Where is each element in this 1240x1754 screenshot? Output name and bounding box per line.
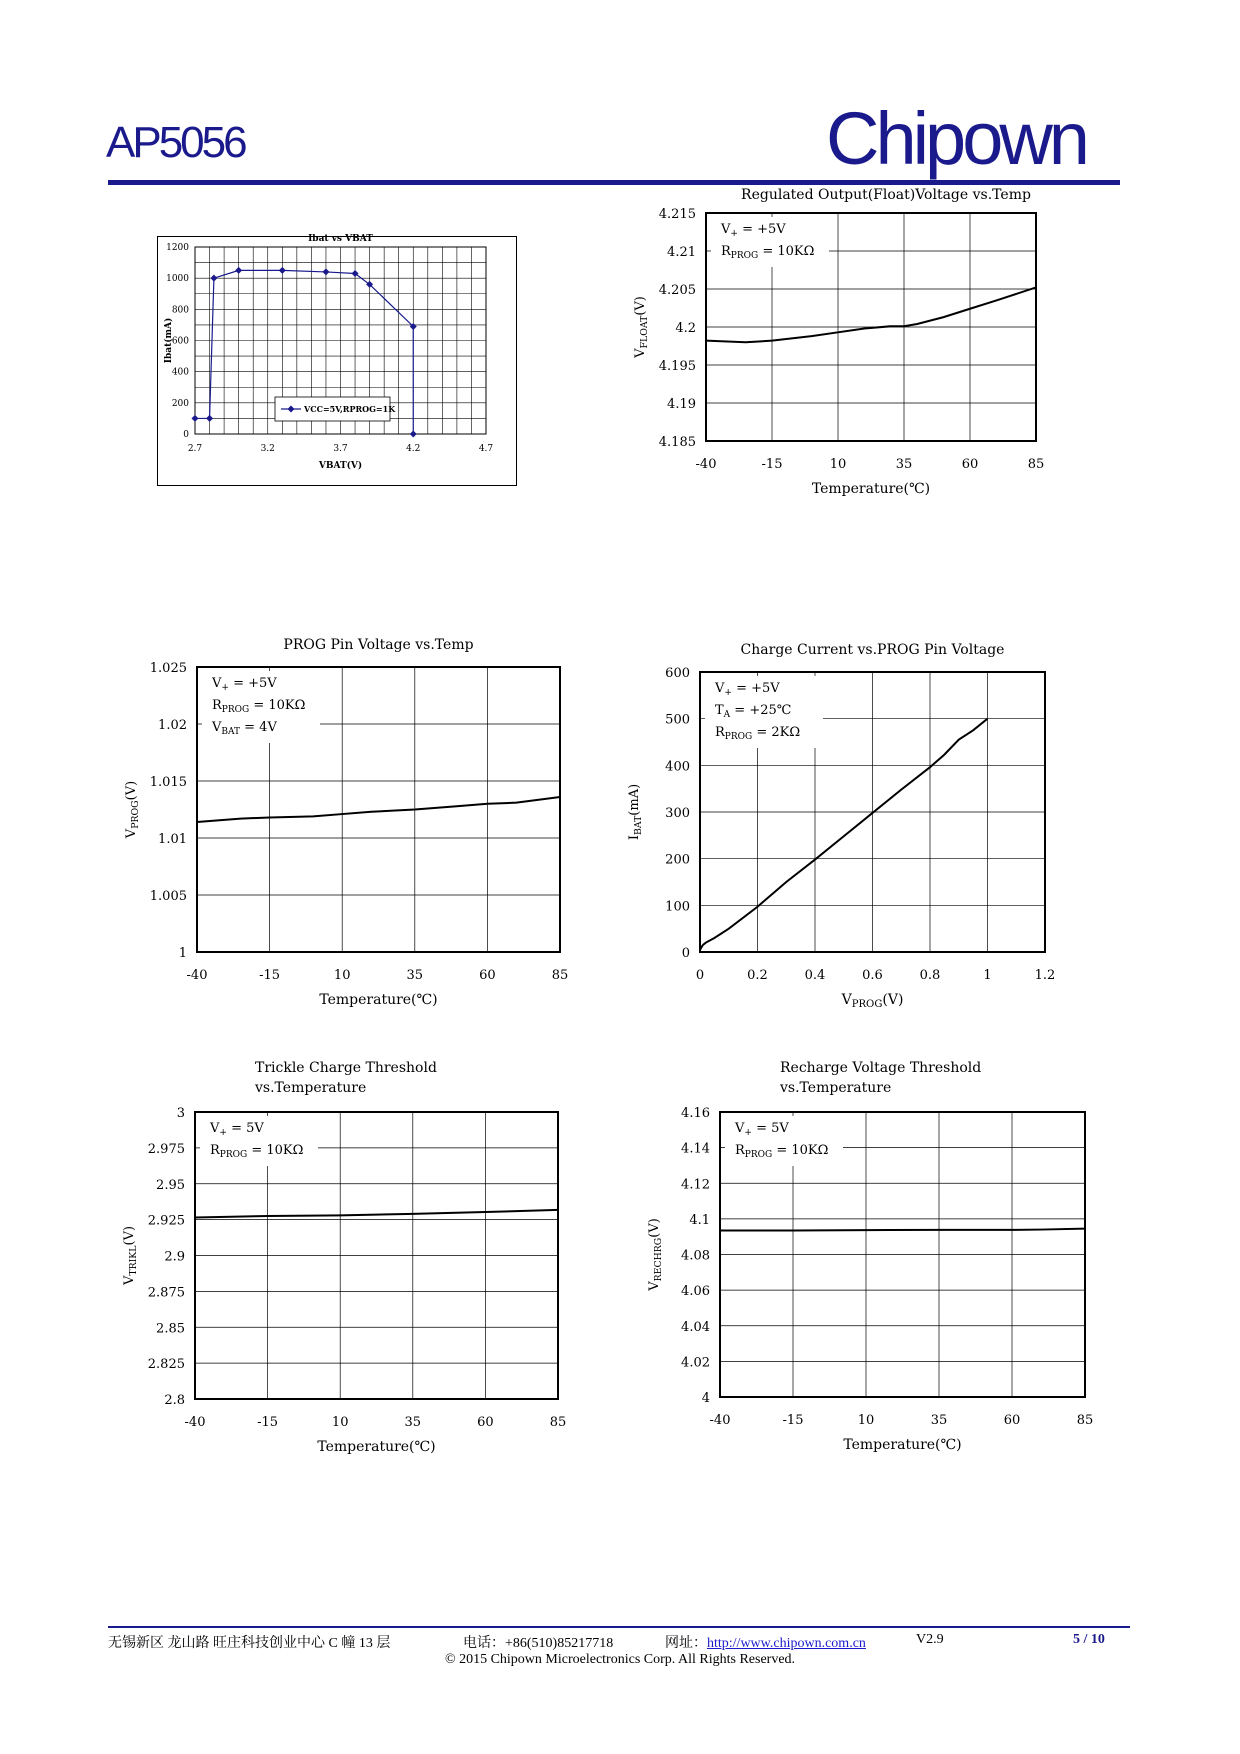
annotation-text: $R_{PROG} = 10K\Omega$ — [735, 1143, 829, 1160]
annotation-text: $R_{PROG} = 2K\Omega$ — [715, 725, 801, 742]
x-tick-label: 0.6 — [862, 968, 883, 983]
chart-recharge-threshold-vs-temp — [625, 1052, 1094, 1453]
legend-label: VCC=5V,RPROG=1K — [304, 404, 396, 414]
chart-title: Recharge Voltage Threshold — [780, 1060, 982, 1076]
x-tick-label: -40 — [186, 968, 208, 983]
y-tick-label: 4.205 — [658, 283, 696, 298]
x-tick-label: 35 — [406, 968, 424, 983]
chart-title: Trickle Charge Threshold — [255, 1060, 437, 1076]
annotation-text: $V_+ = +5V$ — [721, 222, 786, 239]
x-tick-label: 85 — [1076, 1413, 1094, 1428]
x-tick-label: 3.7 — [333, 444, 348, 454]
annotation-text: $V_+ = +5V$ — [212, 676, 277, 693]
x-axis-label: Temperature(℃) — [319, 992, 438, 1008]
brand-logo: Chipown — [826, 97, 1086, 180]
chart-title: Ibat vs VBAT — [308, 234, 373, 244]
annotation-text: $T_A$ = +25℃ — [715, 703, 792, 720]
x-tick-label: 1.2 — [1034, 968, 1056, 983]
footer-rule — [108, 1626, 1130, 1628]
y-tick-label: 4.16 — [681, 1106, 710, 1121]
x-tick-label: 4.7 — [478, 444, 494, 454]
x-axis-label: Temperature(℃) — [317, 1439, 436, 1455]
y-tick-label: 0 — [183, 430, 189, 440]
y-tick-label: 2.875 — [147, 1285, 185, 1301]
y-tick-label: 400 — [665, 759, 690, 775]
y-tick-label: 4.14 — [681, 1141, 710, 1157]
y-tick-label: 2.85 — [156, 1321, 185, 1337]
y-tick-label: 1000 — [166, 274, 189, 285]
chart-prog-voltage-vs-temp — [105, 630, 575, 1008]
series-line — [706, 287, 1036, 342]
annotation-text: $R_{PROG} = 10K\Omega$ — [212, 698, 306, 715]
x-tick-label: 10 — [333, 968, 351, 983]
y-axis-label: Ibat(mA) — [164, 317, 174, 364]
y-tick-label: 500 — [665, 712, 690, 728]
y-tick-label: 4 — [701, 1391, 710, 1406]
annotation-text: $V_+ = 5V$ — [210, 1121, 264, 1138]
footer-web-link[interactable]: http://www.chipown.com.cn — [707, 1636, 866, 1651]
data-point — [210, 275, 217, 282]
x-tick-label: 0.4 — [804, 968, 826, 983]
x-tick-label: -15 — [761, 457, 783, 472]
y-tick-label: 1200 — [166, 243, 189, 253]
y-tick-label: 4.04 — [681, 1319, 710, 1335]
y-tick-label: 4.19 — [667, 397, 696, 412]
y-tick-label: 2.95 — [156, 1177, 185, 1193]
x-tick-label: 10 — [331, 1415, 349, 1430]
y-tick-label: 4.08 — [681, 1248, 710, 1264]
x-tick-label: 60 — [477, 1415, 494, 1430]
x-tick-label: 85 — [549, 1415, 567, 1430]
y-tick-label: 400 — [171, 367, 189, 378]
y-tick-label: 2.975 — [147, 1141, 185, 1157]
series-line — [197, 797, 560, 822]
y-tick-label: 2.8 — [164, 1393, 185, 1408]
y-tick-label: 4.06 — [681, 1284, 710, 1300]
x-tick-label: -15 — [259, 968, 281, 983]
series-line — [195, 1210, 558, 1218]
footer-web-label: 网址： — [665, 1636, 707, 1651]
annotation-text: $V_+ = +5V$ — [715, 681, 780, 698]
y-tick-label: 1.01 — [158, 832, 187, 847]
x-tick-label: 10 — [829, 457, 847, 472]
x-tick-label: 1 — [983, 968, 992, 983]
chart-ibat-vs-vbat — [157, 236, 517, 486]
y-axis-label: $V_{PROG}(V)$ — [124, 780, 141, 839]
y-tick-label: 4.185 — [658, 435, 696, 450]
x-tick-label: 3.2 — [260, 444, 275, 454]
x-axis-label: Temperature(℃) — [811, 481, 931, 497]
y-axis-label: $V_{TRIKL}(V)$ — [122, 1225, 139, 1286]
x-tick-label: -15 — [782, 1413, 804, 1428]
x-tick-label: -40 — [709, 1413, 731, 1428]
chart-title: PROG Pin Voltage vs.Temp — [283, 637, 474, 653]
y-tick-label: 0 — [681, 946, 690, 961]
y-tick-label: 1.015 — [149, 775, 187, 790]
y-tick-label: 1.005 — [149, 889, 187, 904]
x-tick-label: 4.2 — [406, 444, 421, 454]
y-tick-label: 800 — [171, 305, 189, 316]
x-tick-label: 60 — [1003, 1413, 1021, 1428]
annotation-text: $V_+ = 5V$ — [735, 1121, 789, 1138]
annotation-text: $R_{PROG} = 10K\Omega$ — [210, 1143, 304, 1160]
chart-charge-current-vs-prog-voltage — [625, 630, 1085, 1010]
chart-trickle-threshold-vs-temp — [105, 1052, 575, 1455]
x-tick-label: 2.7 — [187, 444, 203, 454]
data-point — [322, 268, 329, 275]
x-tick-label: 60 — [479, 968, 496, 983]
x-axis-label: $V_{PROG}(V)$ — [841, 992, 904, 1010]
x-tick-label: 85 — [1027, 457, 1045, 472]
x-tick-label: -15 — [257, 1415, 279, 1430]
chart-title: Charge Current vs.PROG Pin Voltage — [740, 642, 1005, 658]
chart-subtitle: vs.Temperature — [780, 1080, 892, 1096]
y-tick-label: 200 — [171, 398, 189, 409]
chart-float-voltage-vs-temp — [606, 187, 1045, 497]
y-tick-label: 600 — [171, 336, 189, 347]
chart-subtitle: vs.Temperature — [255, 1080, 367, 1096]
annotation-text: $R_{PROG} = 10K\Omega$ — [721, 244, 815, 261]
chart-title-visible: Regulated Output(Float)Voltage vs.Temp — [741, 187, 1031, 203]
part-number: AP5056 — [106, 118, 245, 167]
chart-title-bar — [696, 183, 1076, 207]
x-tick-label: -40 — [695, 457, 717, 472]
x-tick-label: 10 — [857, 1413, 875, 1428]
annotation-text: $V_{BAT} = 4V$ — [212, 720, 277, 737]
series-line — [700, 719, 988, 950]
y-tick-label: 4.12 — [681, 1177, 710, 1193]
data-point — [206, 415, 213, 422]
y-tick-label: 4.1 — [689, 1212, 710, 1228]
y-tick-label: 600 — [665, 666, 690, 681]
y-axis-label: $V_{RECHRG}(V)$ — [647, 1218, 664, 1291]
y-axis-label: $V_{FLOAT}(V)$ — [633, 296, 650, 358]
footer-page-number: 5 / 10 — [1073, 1632, 1105, 1647]
x-tick-label: 35 — [895, 457, 913, 472]
x-tick-label: 0.2 — [747, 968, 768, 983]
x-axis-label: VBAT(V) — [318, 461, 363, 471]
x-axis-label: Temperature(℃) — [843, 1437, 962, 1453]
y-axis-label: $I_{BAT}(mA)$ — [627, 783, 644, 841]
data-point — [410, 431, 417, 438]
y-tick-label: 200 — [665, 852, 690, 868]
data-point — [192, 415, 199, 422]
footer-phone: 电话：+86(510)85217718 — [463, 1636, 614, 1651]
y-tick-label: 1.025 — [149, 661, 187, 676]
y-tick-label: 4.215 — [658, 207, 696, 222]
y-tick-label: 1.02 — [158, 718, 187, 733]
footer-version: V2.9 — [916, 1632, 944, 1647]
x-tick-label: 35 — [404, 1415, 422, 1430]
y-tick-label: 2.9 — [164, 1249, 185, 1265]
y-tick-label: 100 — [665, 899, 690, 915]
y-tick-label: 4.02 — [681, 1355, 710, 1371]
x-tick-label: 60 — [961, 457, 979, 472]
footer-copyright: © 2015 Chipown Microelectronics Corp. All Rights Reserved. — [444, 1652, 796, 1667]
y-tick-label: 2.925 — [147, 1213, 185, 1229]
y-tick-label: 300 — [665, 806, 690, 821]
data-point — [279, 267, 286, 274]
y-tick-label: 3 — [176, 1106, 185, 1121]
x-tick-label: 0.8 — [919, 968, 941, 983]
x-tick-label: 35 — [930, 1413, 948, 1428]
footer-address: 无锡新区 龙山路 旺庄科技创业中心 C 幢 13 层 — [108, 1636, 391, 1651]
y-tick-label: 4.21 — [667, 245, 696, 260]
y-tick-label: 2.825 — [147, 1357, 185, 1373]
y-tick-label: 1 — [178, 946, 187, 961]
x-tick-label: 85 — [551, 968, 569, 983]
y-tick-label: 4.195 — [658, 359, 696, 374]
data-point — [235, 267, 242, 274]
y-tick-label: 4.2 — [675, 321, 696, 336]
series-line — [720, 1229, 1085, 1231]
x-tick-label: -40 — [184, 1415, 206, 1430]
x-tick-label: 0 — [695, 968, 705, 983]
